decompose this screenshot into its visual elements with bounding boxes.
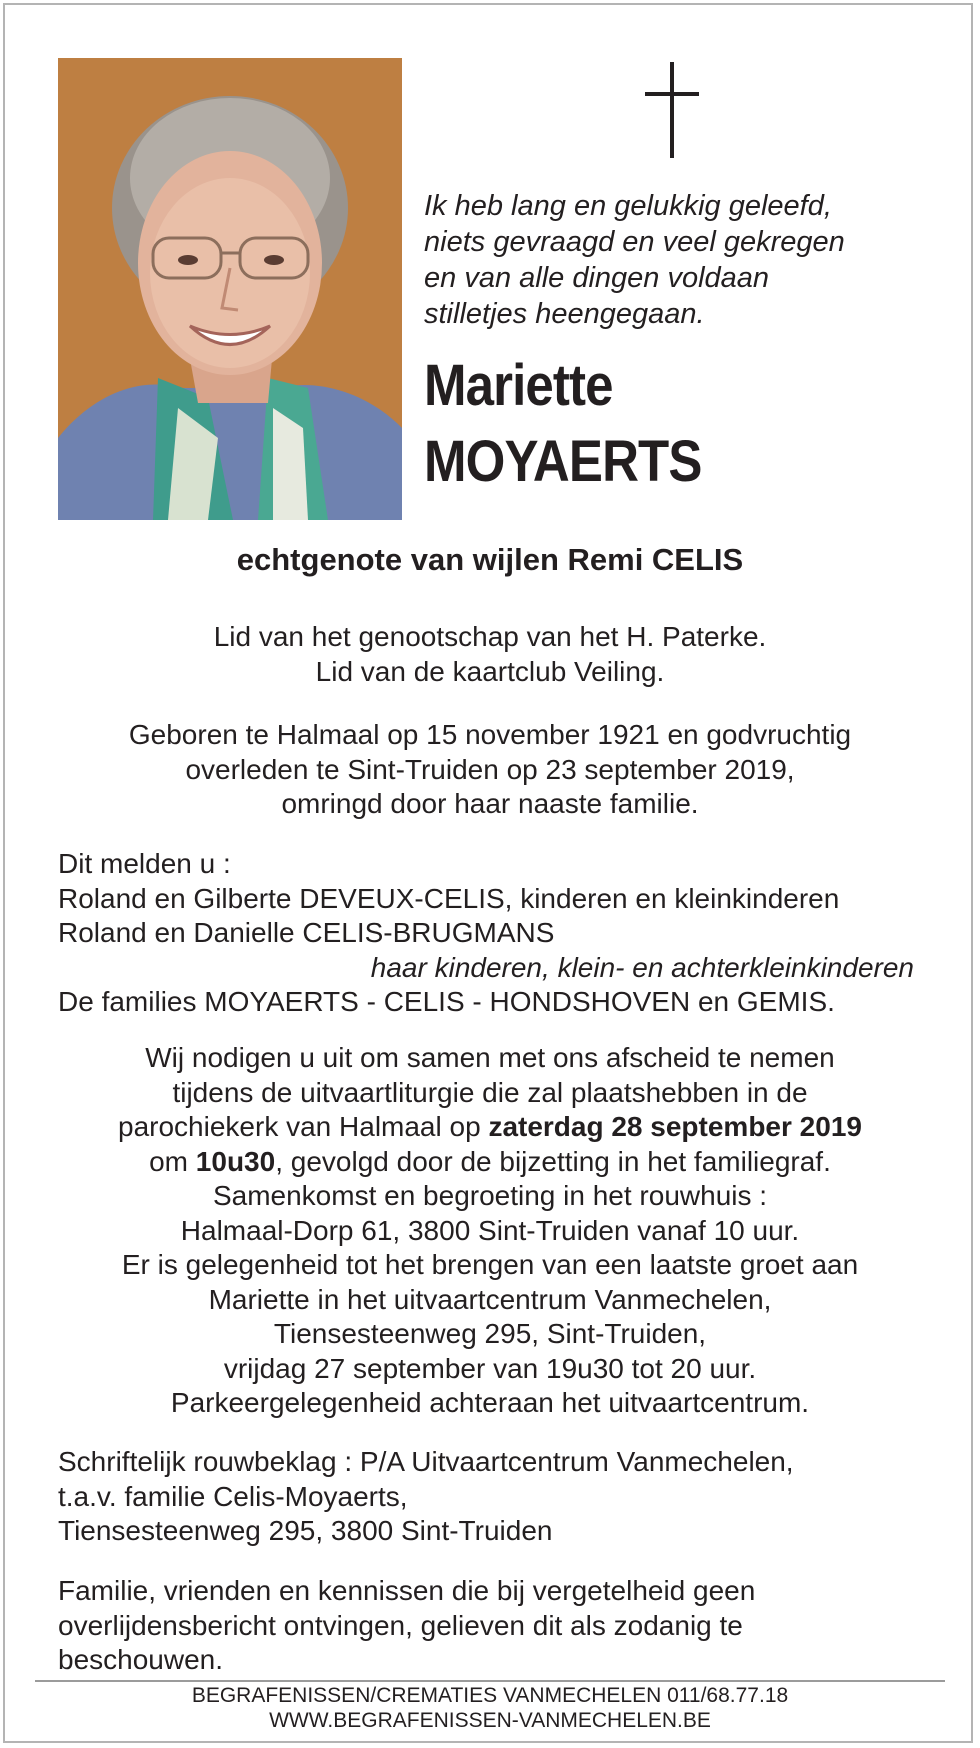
announcement-intro: Dit melden u : <box>58 848 231 879</box>
condolence-line: Schriftelijk rouwbeklag : P/A Uitvaartcentrum Vanmechelen, <box>58 1446 794 1477</box>
ceremony-line: Tiensesteenweg 295, Sint-Truiden, <box>273 1318 707 1349</box>
memberships <box>0 620 980 689</box>
last-name: MOYAERTS <box>424 429 702 494</box>
poem-line: niets gevraagd en veel gekregen <box>424 226 845 258</box>
announcement-italic-line: haar kinderen, klein- en achterkleinkinderen <box>370 951 914 983</box>
membership-line: Lid van het genootschap van het H. Paterke. <box>213 621 767 652</box>
ceremony-line <box>0 1145 980 1180</box>
announcement <box>58 847 938 1020</box>
family-notice-line: beschouwen. <box>58 1644 224 1675</box>
ceremony-details <box>0 1041 980 1421</box>
ceremony-line: Wij nodigen u uit om samen met ons afscheid te nemen <box>145 1042 835 1073</box>
poem-line: Ik heb lang en gelukkig geleefd, <box>424 190 832 222</box>
footer-company: BEGRAFENISSEN/CREMATIES VANMECHELEN 011/68.77.18 <box>191 1684 789 1707</box>
announcement-line: Roland en Danielle CELIS-BRUGMANS <box>58 917 555 948</box>
poem-line: stilletjes heengegaan. <box>424 298 705 330</box>
announcement-line: Roland en Gilberte DEVEUX-CELIS, kinderen en kleinkinderen <box>58 882 840 914</box>
ceremony-text: om <box>149 1145 196 1177</box>
death-line: overleden te Sint-Truiden op 23 september 2019, <box>185 753 795 785</box>
ceremony-line: Mariette in het uitvaartcentrum Vanmechelen, <box>208 1283 772 1315</box>
membership-line: Lid van de kaartclub Veiling. <box>315 655 665 687</box>
cross-icon <box>645 62 699 158</box>
condolence-line: Tiensesteenweg 295, 3800 Sint-Truiden <box>58 1515 553 1546</box>
first-name: Mariette <box>424 353 613 418</box>
birth-death-notice <box>0 718 980 822</box>
family-notice-line: Familie, vrienden en kennissen die bij vergetelheid geen <box>58 1575 756 1606</box>
family-notice-line: overlijdensbericht ontvingen, gelieven dit als zodanig te <box>58 1609 743 1641</box>
ceremony-date: zaterdag 28 september 2019 <box>488 1111 862 1142</box>
deceased-name <box>424 348 882 500</box>
family-notice <box>58 1574 938 1678</box>
footer-divider <box>35 1680 945 1682</box>
condolence-line: t.a.v. familie Celis-Moyaerts, <box>58 1480 408 1512</box>
birth-line: Geboren te Halmaal op 15 november 1921 en godvruchtig <box>128 719 852 750</box>
portrait-photo <box>58 58 402 520</box>
portrait-image <box>58 58 402 520</box>
ceremony-line: Parkeergelegenheid achteraan het uitvaartcentrum. <box>170 1387 810 1418</box>
poem-line: en van alle dingen voldaan <box>424 262 770 294</box>
ceremony-line <box>0 1110 980 1145</box>
ceremony-line: Halmaal-Dorp 61, 3800 Sint-Truiden vanaf 10 uur. <box>180 1214 800 1246</box>
poem <box>424 188 944 332</box>
spouse-line: echtgenote van wijlen Remi CELIS <box>236 542 744 577</box>
ceremony-time: 10u30 <box>195 1145 276 1177</box>
ceremony-text: , gevolgd door de bijzetting in het familiegraf. <box>275 1145 831 1177</box>
ceremony-text: parochiekerk van Halmaal op <box>118 1111 489 1142</box>
ceremony-line: vrijdag 27 september van 19u30 tot 20 uur. <box>223 1352 757 1384</box>
condolence-address <box>58 1445 938 1549</box>
announcement-families: De families MOYAERTS - CELIS - HONDSHOVEN en GEMIS. <box>58 986 835 1017</box>
ceremony-line: Er is gelegenheid tot het brengen van een laatste groet aan <box>121 1249 859 1280</box>
ceremony-line: tijdens de uitvaartliturgie die zal plaatshebben in de <box>172 1076 808 1108</box>
footer-website: WWW.BEGRAFENISSEN-VANMECHELEN.BE <box>269 1709 711 1732</box>
family-line: omringd door haar naaste familie. <box>281 788 699 819</box>
ceremony-line: Samenkomst en begroeting in het rouwhuis : <box>212 1180 768 1211</box>
